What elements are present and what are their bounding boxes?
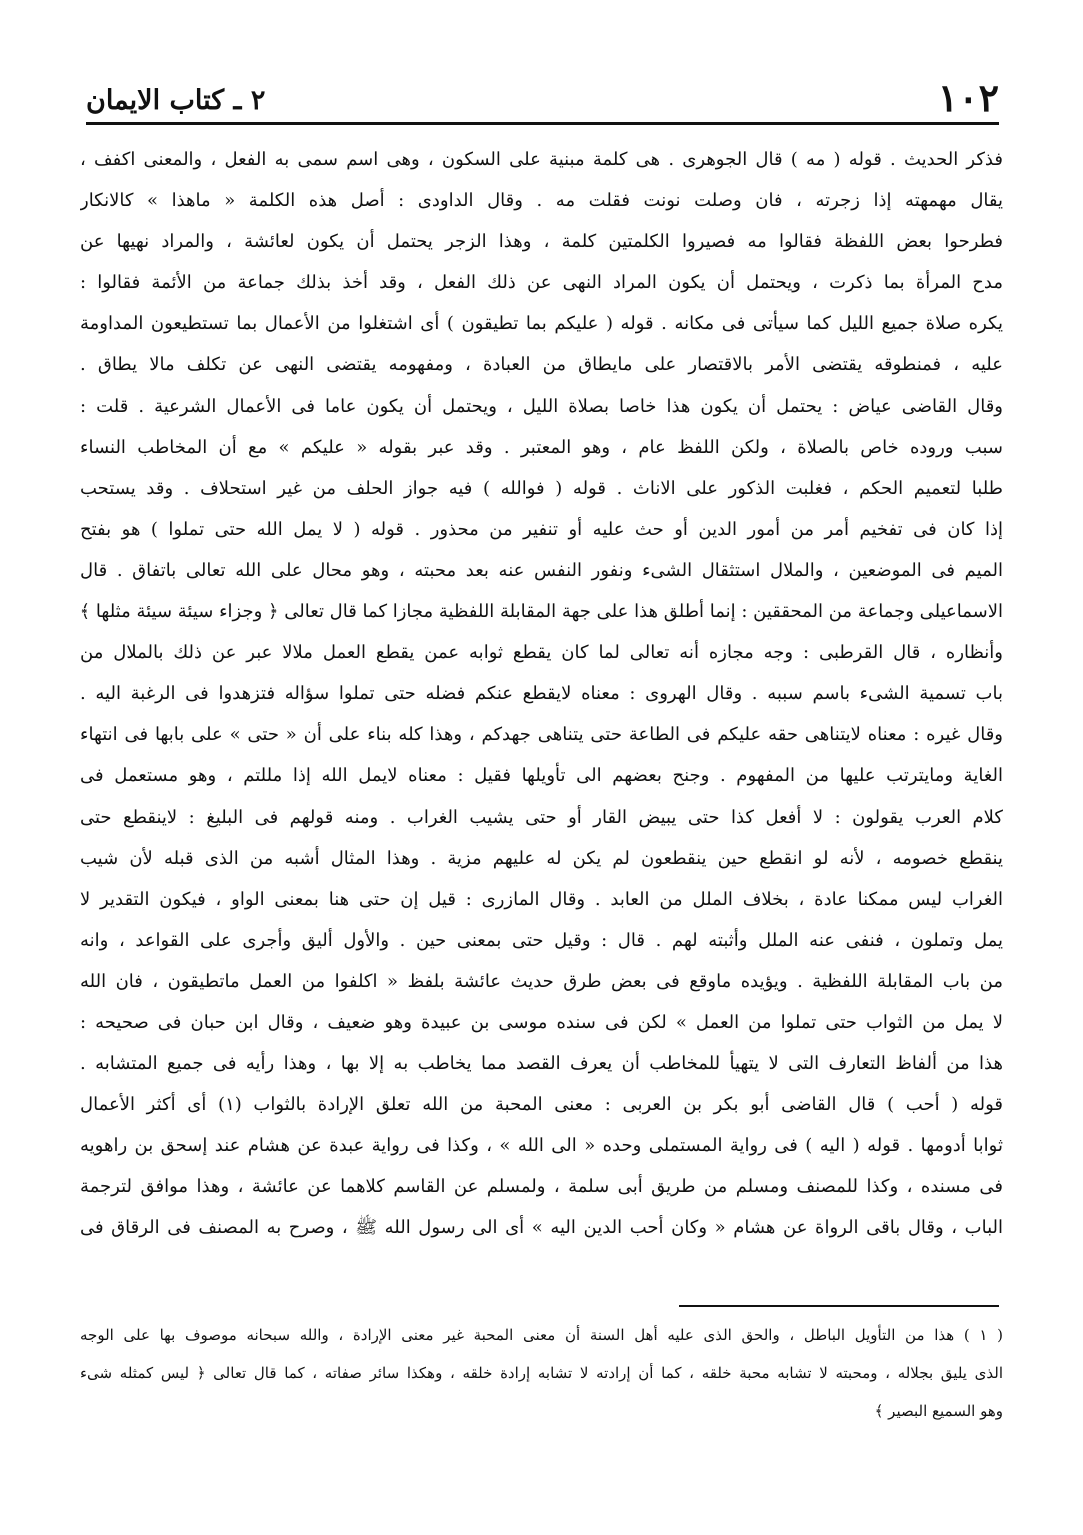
text-line: وقال القاضى عياض : يحتمل أن يكون هذا خاصا بصلاة الليل ، ويحتمل أن يكون عاما فى الأعمال الشرعية . قلت :: [80, 395, 1003, 417]
text-line: هذا من ألفاظ التعارف التى لا يتهيأ للمخاطب أن يعرف القصد مما يخاطب به إلا بها ، وهذا رأيه فى جميع المتشابه .: [80, 1053, 1003, 1075]
page-header: [86, 74, 999, 125]
running-title: ٢ ـ كتاب الايمان: [86, 85, 266, 116]
text-line: وقال غيره : معناه لايتناهى حقه عليكم فى الطاعة حتى يتناهى جهدكم ، وهذا كله بناء على أن « حتى » على بابها فى انتهاء: [80, 724, 1003, 746]
footnote-line: الذى يليق بجلاله ، ومحبته لا تشابه محبة خلقه ، كما أن إرادته لا تشابه إرادة خلقه ، وهكذا سائر صفاته ، كما قال تعالى ﴿ ليس كمثله شىء: [80, 1364, 1003, 1382]
text-line: ثوابا أدومها . قوله ( اليه ) فى رواية المستملى وحده « الى الله » ، وكذا فى رواية عبدة عن هشام عند إسحق بن راهويه: [80, 1135, 1003, 1157]
text-line: فى مسنده ، وكذا للمصنف ومسلم من طريق أبى سلمة ، ولمسلم عن القاسم كلاهما عن عائشة ، وهذا موافق لترجمة: [80, 1176, 1003, 1198]
text-line: وأنظاره ، قال القرطبى : وجه مجازه أنه تعالى لما كان يقطع ثوابه عمن يقطع العمل ملالا عبر عن ذلك بالملال من: [80, 642, 1003, 664]
footnote-line: وهو السميع البصير ﴾: [874, 1402, 1003, 1420]
text-line: الغراب ليس ممكنا عادة ، بخلاف الملل من العابد . وقال المازرى : قيل إن حتى هنا بمعنى الواو ، فيكون التقدير لا: [80, 888, 1003, 910]
footnotes-block: [80, 1316, 1003, 1430]
text-line: الباب ، وقال باقى الرواة عن هشام « وكان أحب الدين اليه » أى الى رسول الله ﷺ ، وصرح به المصنف فى الرقاق فى: [80, 1217, 1003, 1239]
text-line: كلام العرب يقولون : لا أفعل كذا حتى يبيض القار أو حتى يشيب الغراب . ومنه قولهم فى البليغ : لاينقطع حتى: [80, 806, 1003, 828]
text-line: إذا كان فى تفخيم أمر من أمور الدين أو حث عليه أو تنفير من محذور . قوله ( لا يمل الله حتى تملوا ) هو بفتح: [80, 518, 1003, 540]
text-line: باب تسمية الشىء باسم سببه . وقال الهروى : معناه لايقطع عنكم فضله حتى تملوا سؤاله فتزهدوا فى الرغبة اليه .: [80, 683, 1003, 705]
text-line: ينقطع خصومه ، لأنه لو انقطع حين ينقطعون لم يكن له عليهم مزية . وهذا المثال أشبه من الذى قبله لأن شيب: [80, 847, 1003, 869]
text-line: الميم فى الموضعين ، والملال استثقال الشىء ونفور النفس عنه بعد محبته ، وهو محال على الله تعالى باتفاق . قال: [80, 559, 1003, 581]
text-line: يقال مهمهته إذا زجرته ، فان وصلت نونت فقلت مه . وقال الداودى : أصل هذه الكلمة « ماهذا » كالانكار: [80, 190, 1003, 212]
text-line: فطرحوا بعض اللفظة فقالوا مه فصيروا الكلمتين كلمة ، وهذا الزجر يحتمل أن يكون لعائشة ، والمراد نهيها عن: [80, 231, 1003, 253]
text-line: يمل وتملون ، فنفى عنه الملل وأثبته لهم . قال : وقيل حتى بمعنى حين . والأول أليق وأجرى على القواعد ، وانه: [80, 929, 1003, 951]
text-line: يكره صلاة جميع الليل كما سيأتى فى مكانه . قوله ( عليكم بما تطيقون ) أى اشتغلوا من الأعمال بما تستطيعون المداومة: [80, 313, 1003, 335]
text-line: الاسماعيلى وجماعة من المحققين : إنما أطلق هذا على جهة المقابلة اللفظية مجازا كما قال تعالى ﴿ وجزاء سيئة سيئة مثلها ﴾: [80, 601, 1003, 623]
text-line: فذكر الحديث . قوله ( مه ) قال الجوهرى . هى كلمة مبنية على السكون ، وهى اسم سمى به الفعل ، والمعنى اكفف ،: [80, 149, 1003, 170]
text-line: سبب وروده خاص بالصلاة ، ولكن اللفظ عام ، وهو المعتبر . وقد عبر بقوله « عليكم » مع أن المخاطب النساء: [80, 436, 1003, 458]
footnote-line: ( ١ ) هذا من التأويل الباطل ، والحق الذى عليه أهل السنة أن معنى المحبة غير معنى الإرادة ، والله سبحانه موصوف بها على الوجه: [80, 1326, 1003, 1344]
main-text-block: [80, 140, 1003, 1290]
text-line: قوله ( أحب ) قال القاضى أبو بكر بن العربى : معنى المحبة من الله تعلق الإرادة بالثواب (١) أى أكثر الأعمال: [80, 1094, 1003, 1116]
text-line: طلبا لتعميم الحكم ، فغلبت الذكور على الاناث . قوله ( فوالله ) فيه جواز الحلف من غير استحلاف . وقد يستحب: [80, 477, 1003, 499]
text-line: مدح المرأة بما ذكرت ، ويحتمل أن يكون المراد النهى عن ذلك الفعل ، وقد أخذ بذلك جماعة من الأئمة فقالوا :: [80, 272, 1003, 294]
text-line: عليه ، فمنطوقه يقتضى الأمر بالاقتصار على مايطاق من العبادة ، ومفهومه يقتضى النهى عن تكلف مالا يطاق .: [80, 354, 1003, 376]
page-number: ١٠٢: [937, 75, 999, 120]
footnote-divider: [679, 1305, 999, 1307]
text-line: من باب المقابلة اللفظية . ويؤيده ماوقع فى بعض طرق حديث عائشة بلفظ « اكلفوا من العمل ماتطيقون ، فان الله: [80, 970, 1003, 992]
text-line: الغاية ومايترتب عليها من المفهوم . وجنح بعضهم الى تأويلها فقيل : معناه لايمل الله إذا مللتم ، وهو مستعمل فى: [80, 765, 1003, 787]
text-line: لا يمل من الثواب حتى تملوا من العمل » لكن فى سنده موسى بن عبيدة وهو ضعيف ، وقال ابن حبان فى صحيحه :: [80, 1011, 1003, 1033]
